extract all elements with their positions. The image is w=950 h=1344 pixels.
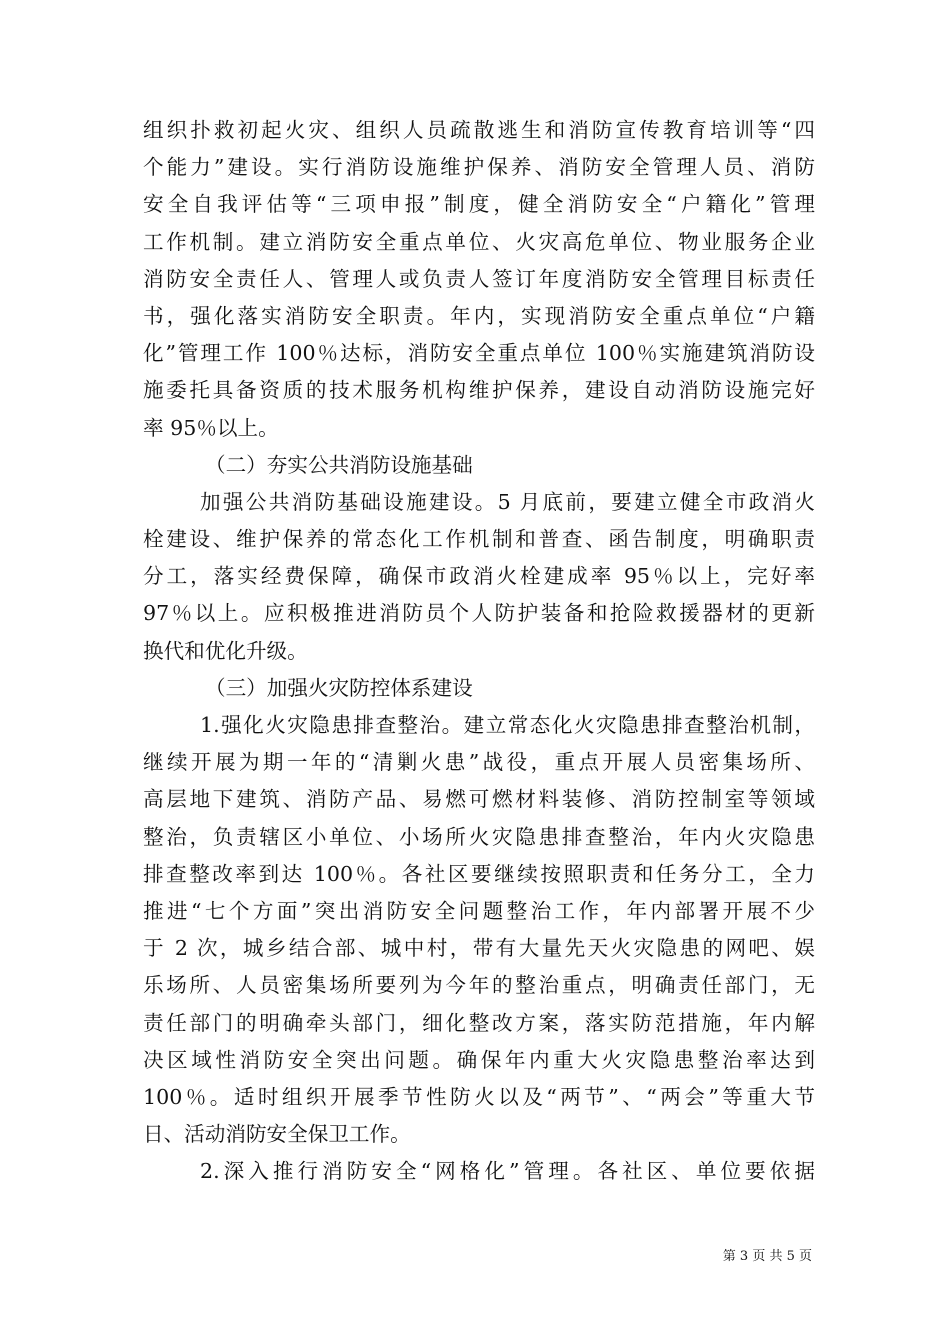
text-line: 高层地下建筑、消防产品、易燃可燃材料装修、消防控制室等领域: [143, 787, 815, 812]
text-line: 施委托具备资质的技术服务机构维护保养，建设自动消防设施完好: [143, 378, 815, 403]
text-line: 100％。适时组织开展季节性防火以及“两节”、“两会”等重大节: [143, 1084, 815, 1109]
text-line: 分工，落实经费保障，确保市政消火栓建成率 95％以上，完好率: [143, 564, 815, 589]
text-line: 97％以上。应积极推进消防员个人防护装备和抢险救援器材的更新: [143, 601, 815, 626]
text-line: 书，强化落实消防安全职责。年内，实现消防安全重点单位“户籍: [143, 303, 815, 328]
document-body: [143, 112, 815, 1190]
text-line: 率 95％以上。: [143, 415, 279, 440]
text-line: 个能力”建设。实行消防设施维护保养、消防安全管理人员、消防: [143, 155, 815, 180]
text-line: 组织扑救初起火灾、组织人员疏散逃生和消防宣传教育培训等“四: [143, 118, 815, 142]
text-line: 安全自我评估等“三项申报”制度，健全消防安全“户籍化”管理: [143, 192, 815, 217]
page-footer: 第 3 页 共 5 页: [722, 1249, 812, 1264]
text-line: 于 2 次，城乡结合部、城中村，带有大量先天火灾隐患的网吧、娱: [143, 936, 815, 961]
text-line: 工作机制。建立消防安全重点单位、火灾高危单位、物业服务企业: [143, 229, 815, 254]
text-line: 日、活动消防安全保卫工作。: [143, 1122, 411, 1147]
text-line: 整治，负责辖区小单位、小场所火灾隐患排查整治，年内火灾隐患: [143, 824, 815, 849]
text-line: 1.强化火灾隐患排查整治。建立常态化火灾隐患排查整治机制，: [200, 713, 815, 737]
text-line: 加强公共消防基础设施建设。5 月底前，要建立健全市政消火: [200, 489, 815, 514]
text-line: 化”管理工作 100％达标，消防安全重点单位 100％实施建筑消防设: [143, 341, 815, 366]
text-line: 继续开展为期一年的“清剿火患”战役，重点开展人员密集场所、: [143, 750, 815, 775]
section-heading: （三）加强火灾防控体系建设: [205, 675, 473, 700]
text-line: 责任部门的明确牵头部门，细化整改方案，落实防范措施，年内解: [143, 1010, 815, 1035]
text-line: 乐场所、人员密集场所要列为今年的整治重点，明确责任部门，无: [143, 973, 815, 998]
section-heading: （二）夯实公共消防设施基础: [205, 452, 473, 477]
text-line: 排查整改率到达 100％。各社区要继续按照职责和任务分工，全力: [143, 861, 815, 886]
text-line: 换代和优化升级。: [143, 638, 308, 663]
text-line: 决区域性消防安全突出问题。确保年内重大火灾隐患整治率达到: [143, 1047, 815, 1072]
text-line: 2.深入推行消防安全“网格化”管理。各社区、单位要依据: [200, 1159, 815, 1184]
text-line: 栓建设、维护保养的常态化工作机制和普查、函告制度，明确职责: [143, 527, 815, 552]
text-line: 推进“七个方面”突出消防安全问题整治工作，年内部署开展不少: [143, 898, 815, 923]
text-line: 消防安全责任人、管理人或负责人签订年度消防安全管理目标责任: [143, 266, 815, 291]
